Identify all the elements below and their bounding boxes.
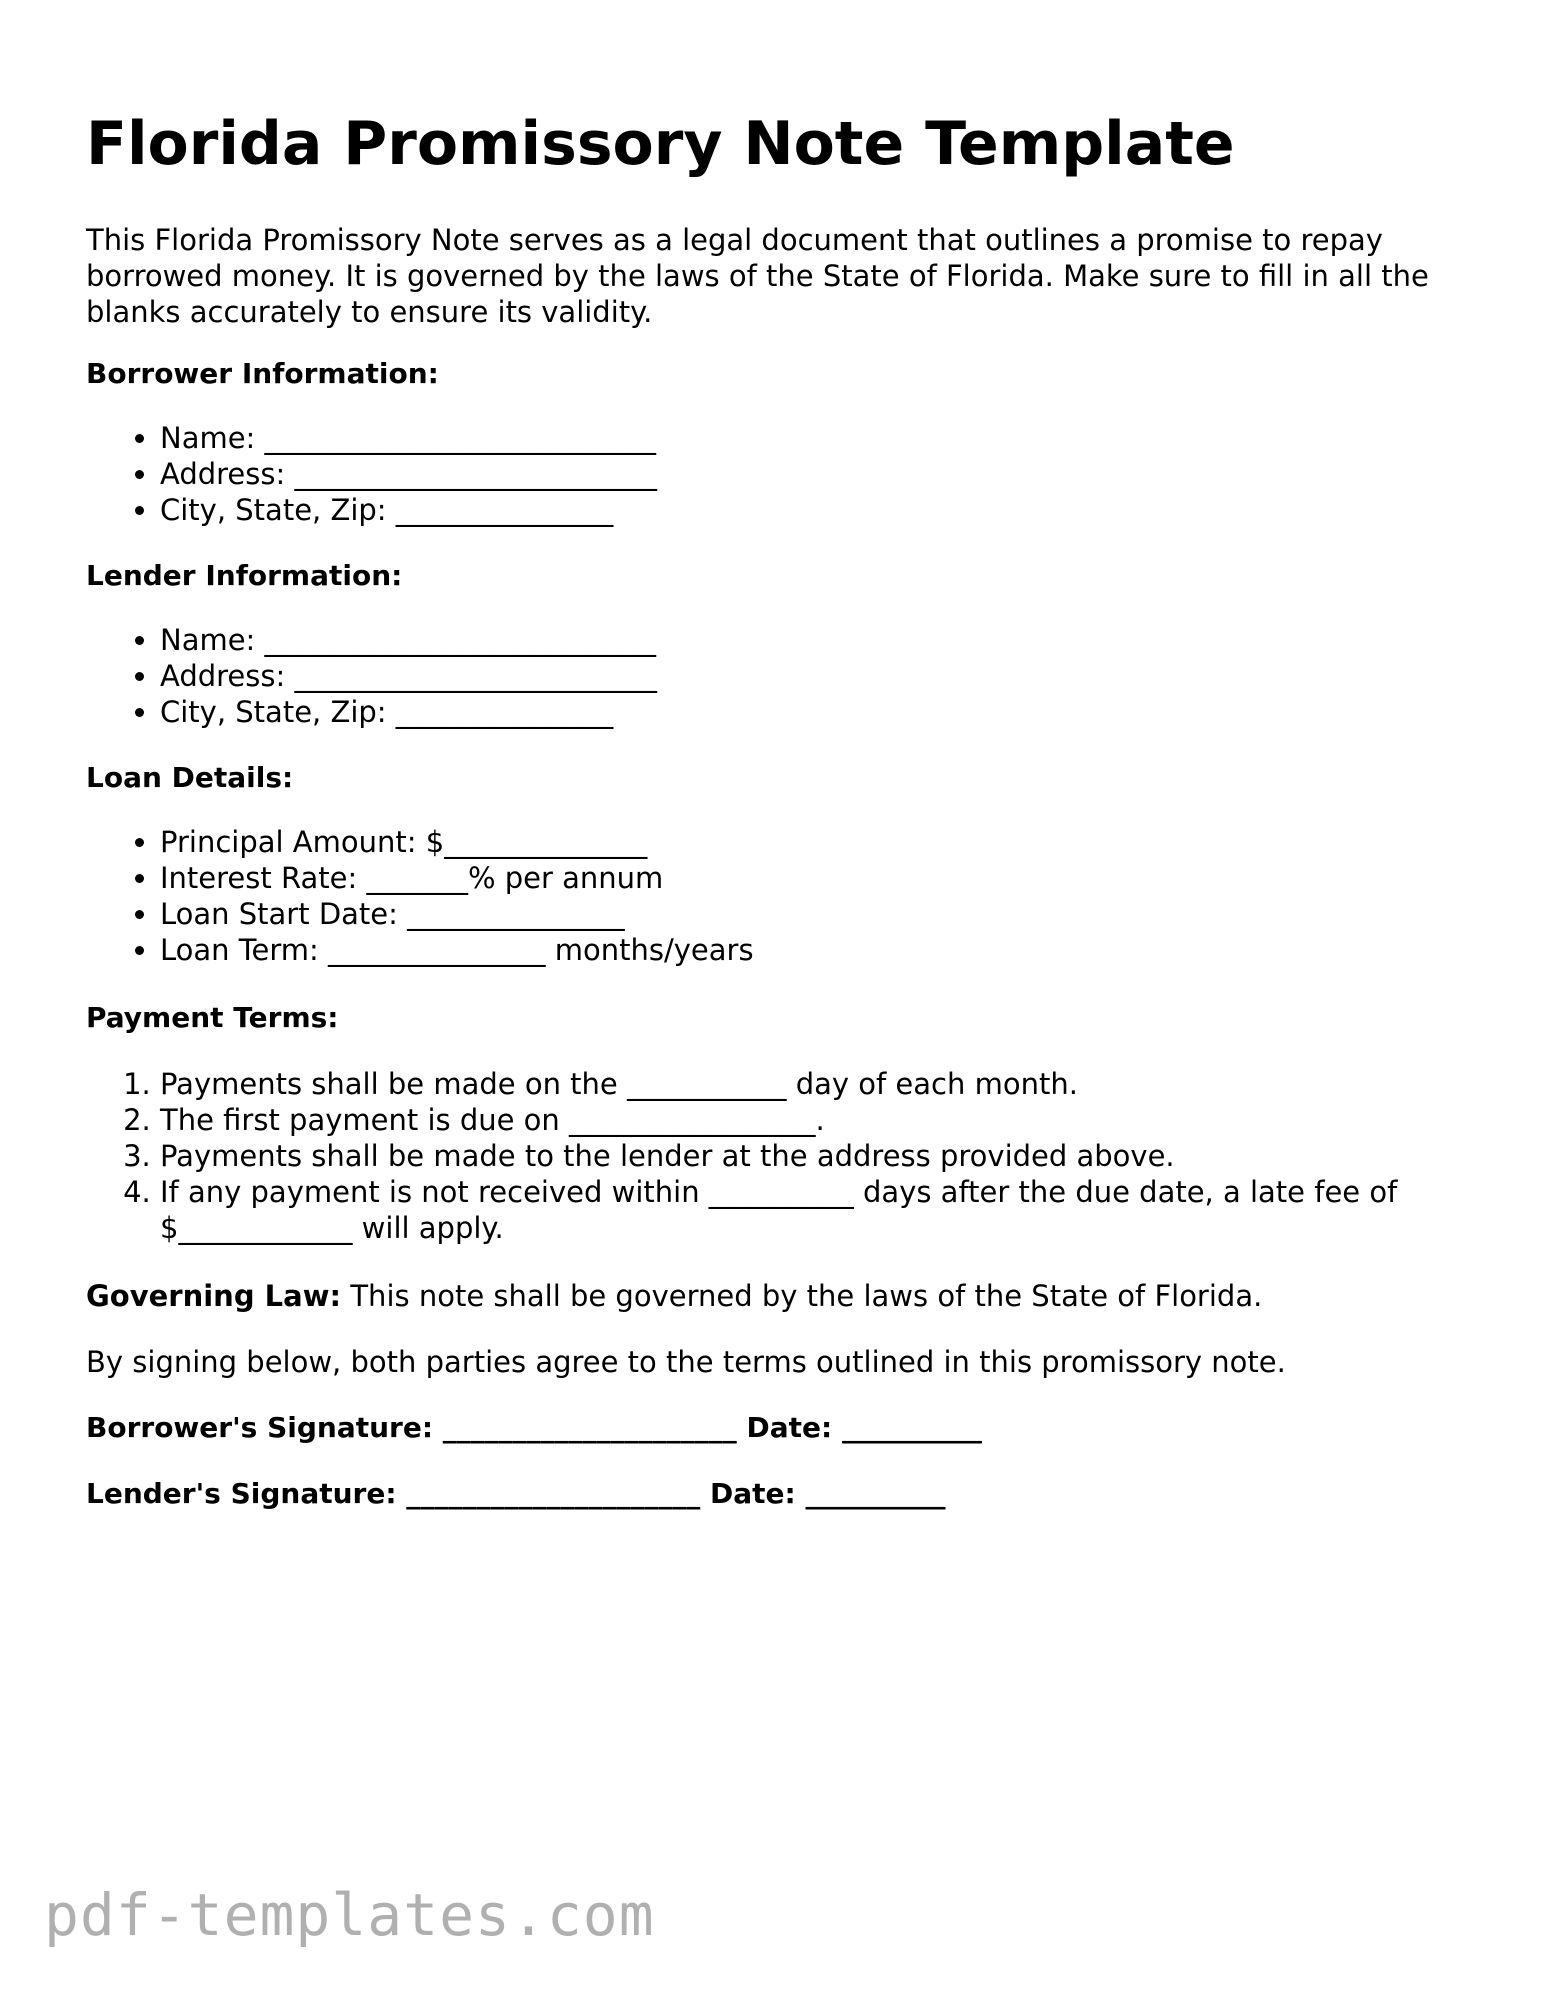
payment-term-item: 3. Payments shall be made to the lender at the address provided above. — [160, 1138, 1470, 1174]
loan-details-heading: Loan Details: — [86, 761, 294, 794]
payment-term-item: 4. If any payment is not received within __________ days after the due date, a late fee of $____________ will apply. — [160, 1174, 1470, 1246]
governing-law-label: Governing Law: — [86, 1279, 342, 1313]
borrower-address-item: • Address: _________________________ — [160, 456, 657, 492]
governing-law-paragraph — [86, 1278, 1262, 1314]
borrower-city-item: • City, State, Zip: _______________ — [160, 492, 657, 528]
interest-rate-item: • Interest Rate: _______% per annum — [160, 860, 754, 896]
lender-signature-line: Lender's Signature: _____________________ Date: __________ — [86, 1477, 946, 1510]
governing-law-text: This note shall be governed by the laws of the State of Florida. — [341, 1279, 1263, 1313]
payment-terms-heading: Payment Terms: — [86, 1001, 339, 1034]
lender-list — [86, 622, 657, 730]
loan-start-date-item: • Loan Start Date: _______________ — [160, 896, 754, 932]
lender-address-item: • Address: _________________________ — [160, 658, 657, 694]
borrower-list — [86, 420, 657, 528]
payment-term-item: 1. Payments shall be made on the ___________ day of each month. — [160, 1066, 1470, 1102]
page-title: Florida Promissory Note Template — [86, 109, 1235, 179]
loan-term-item: • Loan Term: _______________ months/years — [160, 932, 754, 968]
loan-details-list — [86, 824, 754, 968]
payment-terms-list — [86, 1066, 1470, 1246]
lender-city-item: • City, State, Zip: _______________ — [160, 694, 657, 730]
borrower-heading: Borrower Information: — [86, 357, 439, 390]
agreement-paragraph: By signing below, both parties agree to the terms outlined in this promissory note. — [86, 1345, 1286, 1379]
borrower-signature-line: Borrower's Signature: _____________________ Date: __________ — [86, 1411, 982, 1444]
intro-paragraph: This Florida Promissory Note serves as a legal document that outlines a promise to repay borrowed money. It is governed by the laws of the State of Florida. Make sure to fill in all the blanks accurately to ensure its validity. — [86, 223, 1429, 329]
lender-heading: Lender Information: — [86, 559, 403, 592]
lender-name-item: • Name: ___________________________ — [160, 622, 657, 658]
principal-amount-item: • Principal Amount: $______________ — [160, 824, 754, 860]
watermark: pdf-templates.com — [44, 1881, 655, 1949]
payment-term-item: 2. The first payment is due on _________________. — [160, 1102, 1470, 1138]
borrower-name-item: • Name: ___________________________ — [160, 420, 657, 456]
